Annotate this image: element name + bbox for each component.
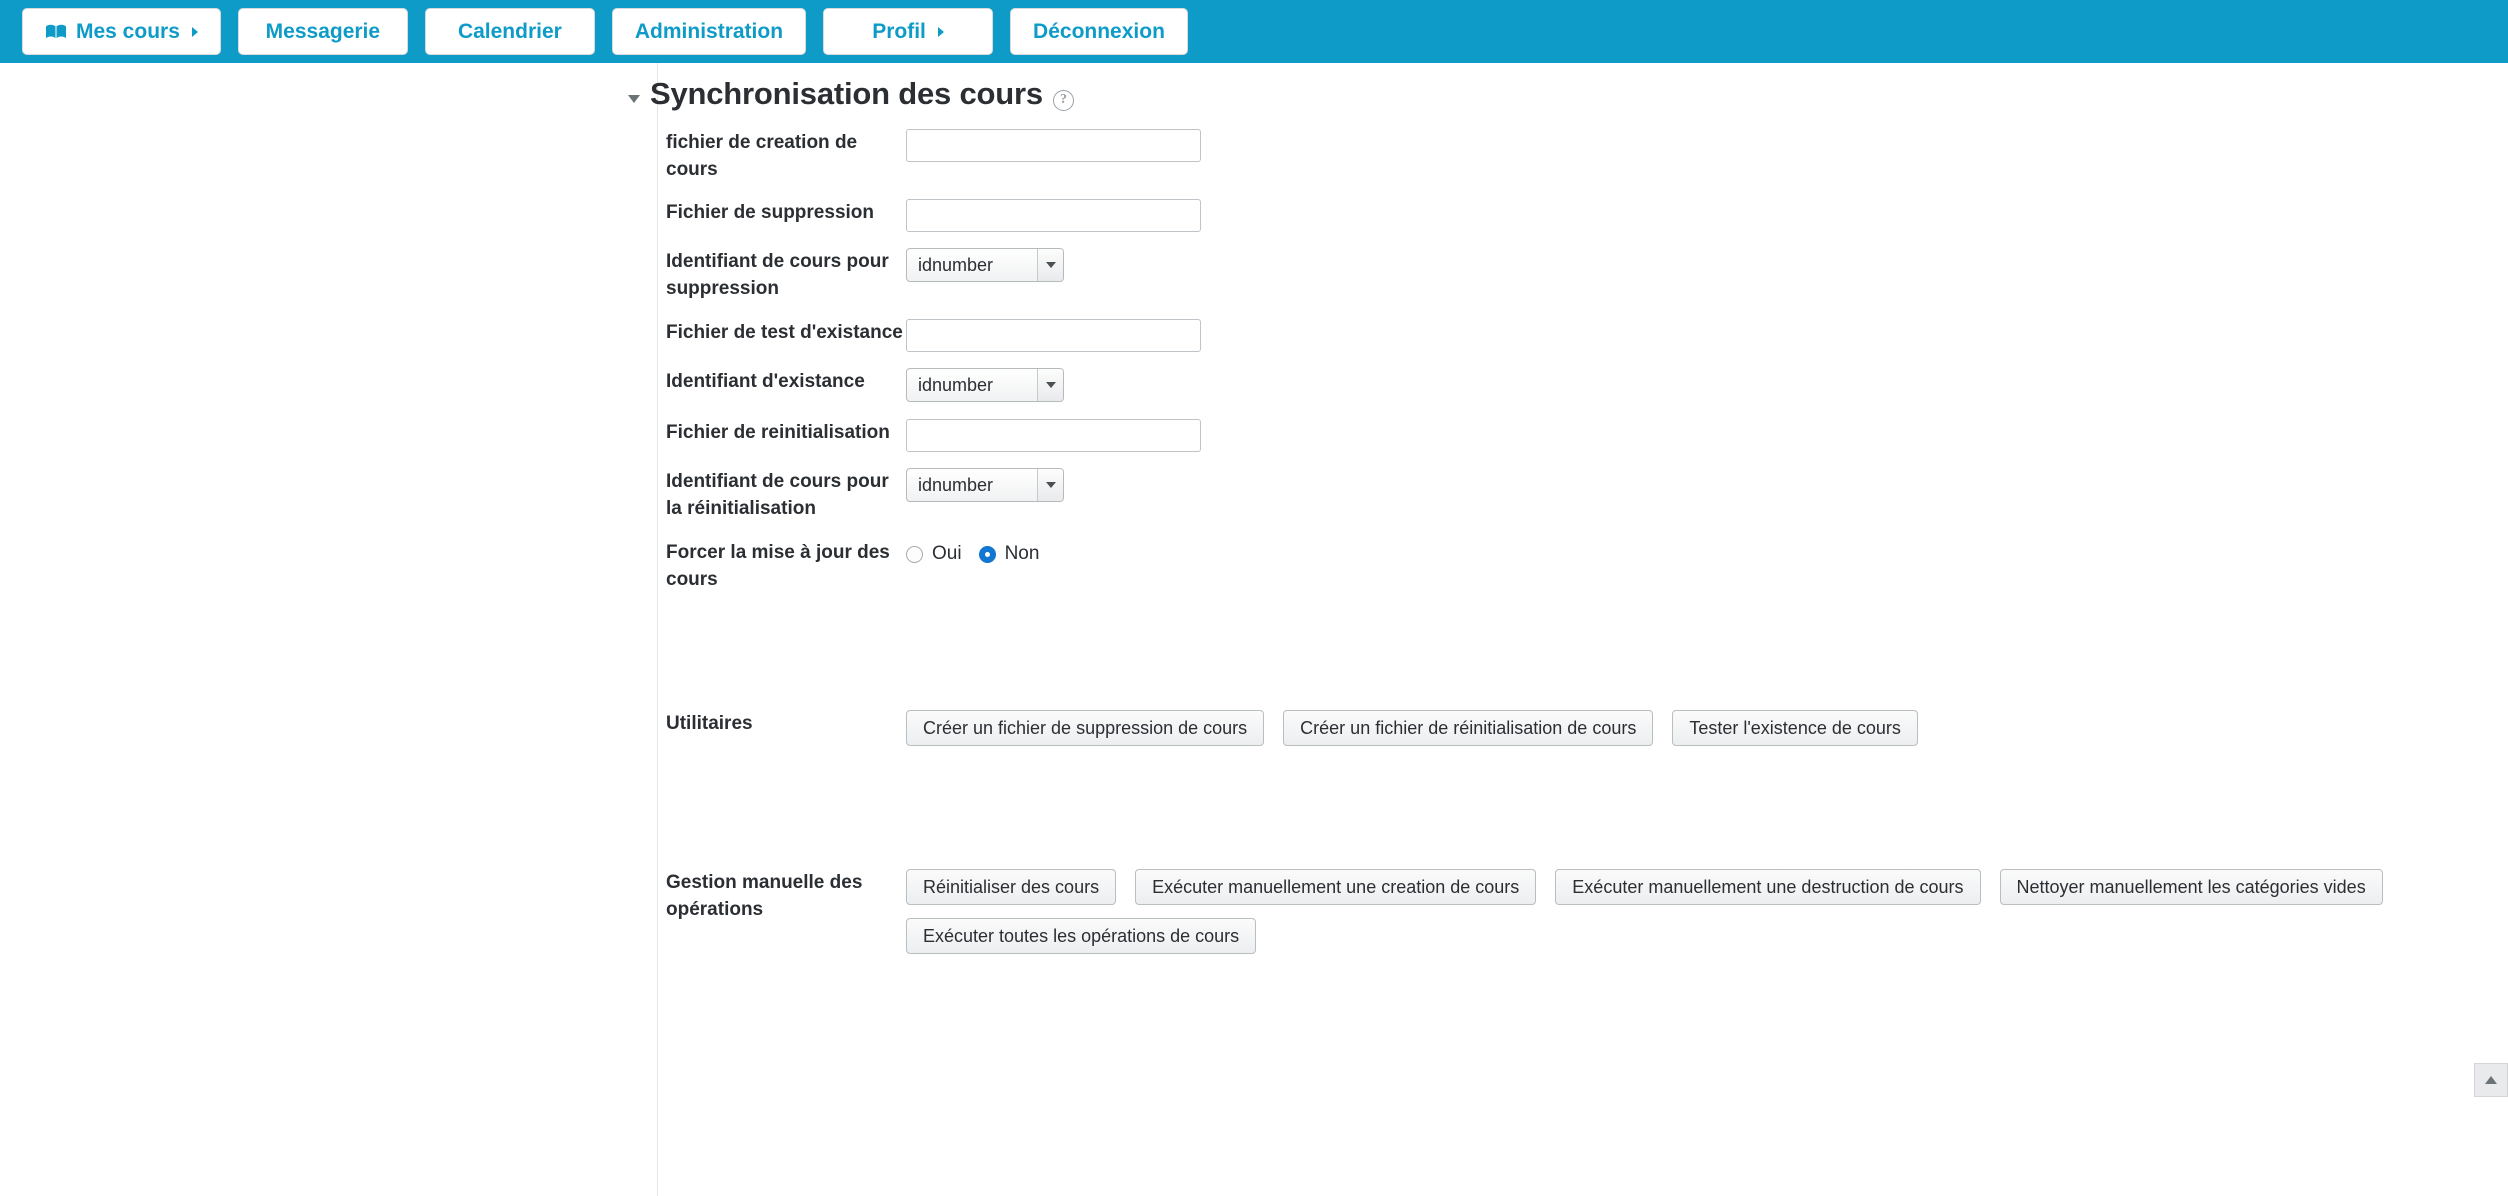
radio-option-oui[interactable] xyxy=(906,543,962,565)
radio-button[interactable] xyxy=(979,546,996,563)
help-icon[interactable]: ? xyxy=(1053,90,1074,111)
radio-button[interactable] xyxy=(906,546,923,563)
create-reset-file-button[interactable]: Créer un fichier de réinitialisation de cours xyxy=(1283,710,1653,746)
page-title: Synchronisation des cours xyxy=(650,76,1043,111)
field-label: Fichier de test d'existance xyxy=(666,322,903,343)
collapse-toggle-icon[interactable] xyxy=(628,95,640,103)
form-row-manual-operations xyxy=(658,869,2508,967)
utilities-button-row xyxy=(906,710,2508,759)
nav-item-calendrier[interactable] xyxy=(425,8,595,55)
radio-label: Oui xyxy=(932,543,962,564)
form-row-utilities xyxy=(658,710,2508,759)
course-sync-form xyxy=(658,129,2508,967)
chevron-down-icon xyxy=(1037,369,1063,401)
deletion-identifier-select[interactable] xyxy=(906,248,1064,282)
nav-item-label: Administration xyxy=(634,19,784,43)
reset-courses-button[interactable]: Réinitialiser des cours xyxy=(906,869,1116,905)
manual-operations-button-row xyxy=(906,869,2508,967)
test-course-existence-button[interactable]: Tester l'existence de cours xyxy=(1672,710,1918,746)
nav-item-label: Déconnexion xyxy=(1033,19,1165,43)
manual-operations-label: Gestion manuelle des opérations xyxy=(666,872,863,920)
field-label: Identifiant d'existance xyxy=(666,371,865,392)
nav-item-label: Calendrier xyxy=(457,19,562,43)
chevron-right-icon xyxy=(192,27,198,37)
nav-item-label: Profil xyxy=(872,19,926,43)
back-to-top-button[interactable] xyxy=(2474,1063,2508,1097)
radio-label: Non xyxy=(1004,543,1040,564)
page-content xyxy=(0,63,2508,1196)
form-row-existence-identifier xyxy=(658,368,2508,402)
select-value: idnumber xyxy=(918,474,994,495)
field-label: Identifiant de cours pour suppression xyxy=(666,251,889,299)
reset-identifier-select[interactable] xyxy=(906,468,1064,502)
run-all-course-operations-button[interactable]: Exécuter toutes les opérations de cours xyxy=(906,918,1256,954)
reset-file-input[interactable] xyxy=(906,419,1201,452)
existence-test-file-input[interactable] xyxy=(906,319,1201,352)
form-row-reset-identifier xyxy=(658,468,2508,522)
section-header xyxy=(628,76,1074,112)
form-row-deletion-identifier xyxy=(658,248,2508,302)
nav-item-label: Mes cours xyxy=(76,19,180,43)
form-row-deletion-file xyxy=(658,199,2508,232)
existence-identifier-select[interactable] xyxy=(906,368,1064,402)
nav-item-administration[interactable] xyxy=(612,8,806,55)
field-label: Forcer la mise à jour des cours xyxy=(666,542,890,590)
chevron-right-icon xyxy=(938,27,944,37)
form-row-existence-test-file xyxy=(658,319,2508,352)
create-deletion-file-button[interactable]: Créer un fichier de suppression de cours xyxy=(906,710,1264,746)
run-course-destruction-button[interactable]: Exécuter manuellement une destruction de cours xyxy=(1555,869,1980,905)
clean-empty-categories-button[interactable]: Nettoyer manuellement les catégories vides xyxy=(2000,869,2383,905)
books-icon xyxy=(45,23,67,40)
form-row-force-update xyxy=(658,539,2508,593)
chevron-up-icon xyxy=(2485,1076,2497,1084)
form-row-creation-file xyxy=(658,129,2508,183)
select-value: idnumber xyxy=(918,254,994,275)
run-course-creation-button[interactable]: Exécuter manuellement une creation de cours xyxy=(1135,869,1536,905)
select-value: idnumber xyxy=(918,374,994,395)
field-label: Identifiant de cours pour la réinitialisation xyxy=(666,471,889,519)
form-row-reset-file xyxy=(658,419,2508,452)
nav-item-mes-cours[interactable] xyxy=(22,8,221,55)
nav-item-messagerie[interactable] xyxy=(238,8,408,55)
main-region xyxy=(650,63,2508,1196)
creation-file-input[interactable] xyxy=(906,129,1201,162)
chevron-down-icon xyxy=(1037,249,1063,281)
top-navigation-bar xyxy=(0,0,2508,63)
force-update-radio-group xyxy=(906,539,2508,565)
chevron-down-icon xyxy=(1037,469,1063,501)
radio-option-non[interactable] xyxy=(979,543,1040,565)
field-label: fichier de creation de cours xyxy=(666,132,858,180)
deletion-file-input[interactable] xyxy=(906,199,1201,232)
field-label: Fichier de reinitialisation xyxy=(666,422,890,443)
nav-item-profil[interactable] xyxy=(823,8,993,55)
utilities-label: Utilitaires xyxy=(666,713,753,734)
field-label: Fichier de suppression xyxy=(666,202,874,223)
nav-item-label: Messagerie xyxy=(265,19,381,43)
nav-item-deconnexion[interactable] xyxy=(1010,8,1188,55)
